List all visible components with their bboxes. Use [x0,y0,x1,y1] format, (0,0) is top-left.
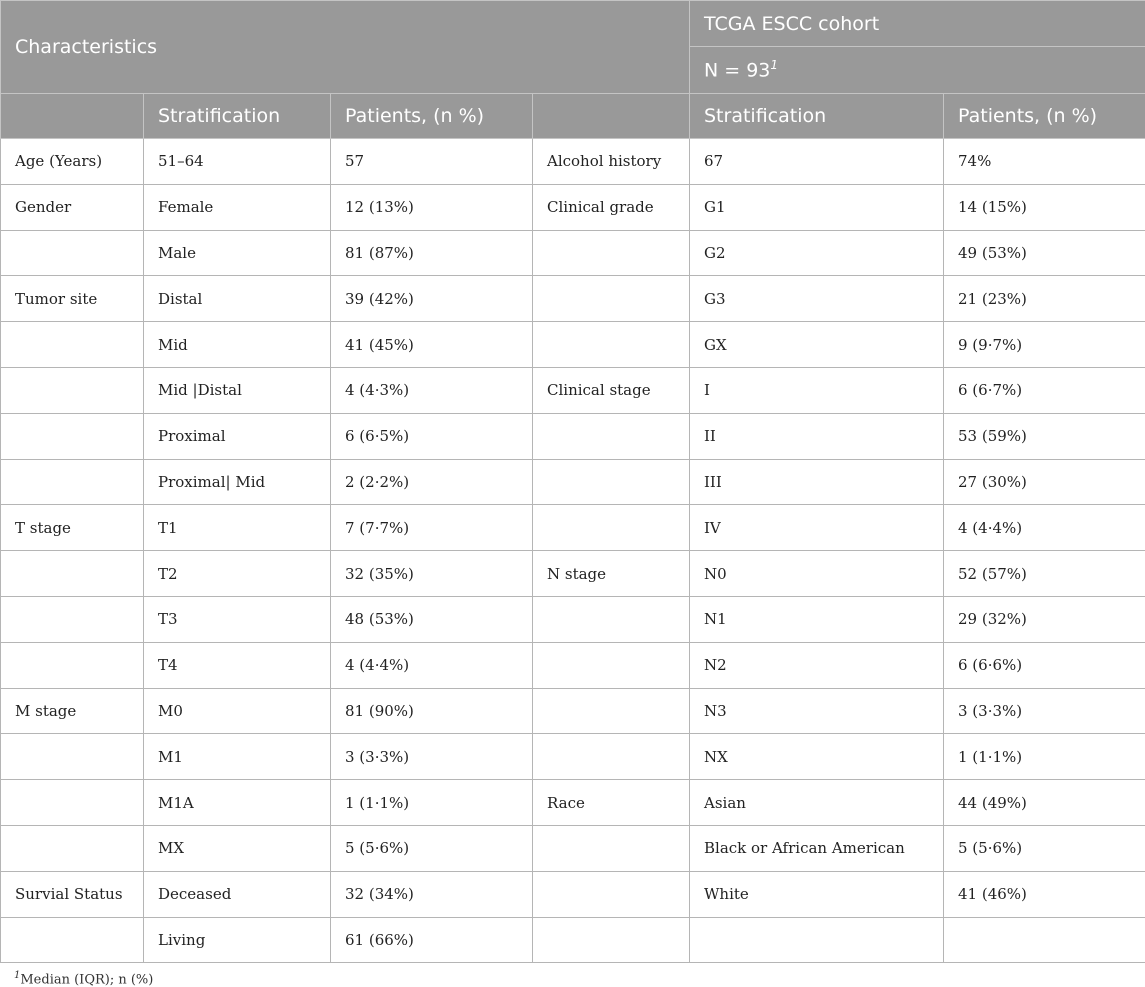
table-row [1,780,1145,826]
table-body [1,139,1145,963]
table-cell-c6: 27 (30%) [944,459,1145,505]
table-cell-c1 [1,734,144,780]
table-cell-c1 [1,230,144,276]
table-cell-c6: 9 (9·7%) [944,322,1145,368]
stratification-right-header: Stratification [690,94,944,139]
table-cell-c3: 32 (35%) [331,551,533,597]
table-cell-c1: Tumor site [1,276,144,322]
characteristics-header: Characteristics [1,1,690,94]
footnote-text: Median (IQR); n (%) [20,972,154,987]
table-cell-c4: Clinical grade [533,184,690,230]
table-cell-c1 [1,596,144,642]
table-cell-c5: White [690,871,944,917]
table-cell-c6: 52 (57%) [944,551,1145,597]
table-cell-c1 [1,825,144,871]
table-cell-c3: 2 (2·2%) [331,459,533,505]
table-cell-c2: T3 [144,596,331,642]
table-cell-c5: Asian [690,780,944,826]
table-cell-c2: M1A [144,780,331,826]
stratification-left-header: Stratification [144,94,331,139]
table-row [1,139,1145,185]
patients-left-header: Patients, (n %) [331,94,533,139]
table-cell-c3: 57 [331,139,533,185]
table-cell-c3: 81 (87%) [331,230,533,276]
table-cell-c2: M0 [144,688,331,734]
table-cell-c1 [1,917,144,963]
table-cell-c1 [1,367,144,413]
table-cell-c1: Age (Years) [1,139,144,185]
table-cell-c4 [533,230,690,276]
table-cell-c6: 49 (53%) [944,230,1145,276]
table-cell-c6 [944,917,1145,963]
table-cell-c5: N1 [690,596,944,642]
table-cell-c3: 41 (45%) [331,322,533,368]
table-cell-c2: Proximal [144,413,331,459]
footnote-mark: 1 [14,970,21,981]
header-row-top [1,1,1145,47]
table-cell-c5: I [690,367,944,413]
table-cell-c6: 44 (49%) [944,780,1145,826]
table-row [1,413,1145,459]
table-cell-c3: 61 (66%) [331,917,533,963]
table-cell-c6: 53 (59%) [944,413,1145,459]
table-cell-c1 [1,322,144,368]
table-cell-c2: T1 [144,505,331,551]
table-cell-c5: 67 [690,139,944,185]
table-cell-c6: 41 (46%) [944,871,1145,917]
table-row [1,734,1145,780]
table-cell-c2: Distal [144,276,331,322]
table-cell-c4 [533,505,690,551]
table-cell-c1 [1,551,144,597]
cohort-title-header: TCGA ESCC cohort [690,1,1145,47]
table-row [1,367,1145,413]
table-cell-c2: Female [144,184,331,230]
table-cell-c1: T stage [1,505,144,551]
table-cell-c4: Race [533,780,690,826]
table-cell-c2: Deceased [144,871,331,917]
table-cell-c3: 12 (13%) [331,184,533,230]
table-cell-c3: 4 (4·3%) [331,367,533,413]
table-row [1,505,1145,551]
table-cell-c4 [533,642,690,688]
table-cell-c1 [1,413,144,459]
table-row [1,184,1145,230]
header-blank-middle [533,94,690,139]
table-cell-c4: Clinical stage [533,367,690,413]
table-header [1,1,1145,139]
table-cell-c1: Survial Status [1,871,144,917]
table-cell-c3: 6 (6·5%) [331,413,533,459]
table-row [1,459,1145,505]
table-cell-c6: 6 (6·6%) [944,642,1145,688]
table-cell-c6: 14 (15%) [944,184,1145,230]
table-cell-c5 [690,917,944,963]
table-cell-c5: N2 [690,642,944,688]
table-cell-c2: T2 [144,551,331,597]
table-row [1,688,1145,734]
table-row [1,917,1145,963]
header-row-columns [1,94,1145,139]
table-cell-c2: Mid |Distal [144,367,331,413]
table-cell-c2: Proximal| Mid [144,459,331,505]
table-cell-c4 [533,276,690,322]
table-cell-c2: T4 [144,642,331,688]
table-cell-c3: 39 (42%) [331,276,533,322]
table-cell-c4 [533,459,690,505]
table-cell-c2: Male [144,230,331,276]
table-cell-c5: Black or African American [690,825,944,871]
header-blank-left [1,94,144,139]
table-cell-c4 [533,917,690,963]
table-cell-c6: 3 (3·3%) [944,688,1145,734]
table-cell-c3: 7 (7·7%) [331,505,533,551]
table-cell-c4 [533,734,690,780]
table-cell-c4 [533,688,690,734]
n-footnote-mark: 1 [770,58,779,73]
table-cell-c5: NX [690,734,944,780]
table-cell-c6: 74% [944,139,1145,185]
table-cell-c5: IV [690,505,944,551]
table-cell-c6: 6 (6·7%) [944,367,1145,413]
table-row [1,322,1145,368]
table-cell-c3: 1 (1·1%) [331,780,533,826]
table-cell-c3: 3 (3·3%) [331,734,533,780]
table-cell-c4 [533,871,690,917]
table-cell-c2: MX [144,825,331,871]
table-cell-c5: II [690,413,944,459]
table-cell-c5: G2 [690,230,944,276]
table-cell-c2: Mid [144,322,331,368]
table-cell-c5: N0 [690,551,944,597]
table-cell-c5: G1 [690,184,944,230]
table-cell-c2: M1 [144,734,331,780]
table-row [1,825,1145,871]
table-cell-c3: 81 (90%) [331,688,533,734]
table-cell-c5: III [690,459,944,505]
table-cell-c1: M stage [1,688,144,734]
table-cell-c5: GX [690,322,944,368]
table-cell-c5: G3 [690,276,944,322]
table-cell-c1 [1,642,144,688]
table-cell-c6: 1 (1·1%) [944,734,1145,780]
table-cell-c4 [533,413,690,459]
table-cell-c4 [533,596,690,642]
table-cell-c1 [1,459,144,505]
table-cell-c2: 51–64 [144,139,331,185]
table-row [1,551,1145,597]
table-cell-c3: 32 (34%) [331,871,533,917]
table-row [1,871,1145,917]
table-footnote [14,970,153,987]
table-cell-c6: 5 (5·6%) [944,825,1145,871]
patients-right-header: Patients, (n %) [944,94,1145,139]
table-cell-c1: Gender [1,184,144,230]
table-cell-c3: 4 (4·4%) [331,642,533,688]
table-cell-c3: 5 (5·6%) [331,825,533,871]
n-label: N = 93 [704,59,771,82]
table-cell-c6: 4 (4·4%) [944,505,1145,551]
table-row [1,642,1145,688]
table-cell-c1 [1,780,144,826]
table-cell-c4: N stage [533,551,690,597]
table-cell-c5: N3 [690,688,944,734]
table-row [1,276,1145,322]
table-cell-c6: 21 (23%) [944,276,1145,322]
table-cell-c4 [533,825,690,871]
table-cell-c4: Alcohol history [533,139,690,185]
table-cell-c6: 29 (32%) [944,596,1145,642]
table-row [1,596,1145,642]
table-cell-c4 [533,322,690,368]
n-header [690,47,1145,94]
table-cell-c3: 48 (53%) [331,596,533,642]
table-row [1,230,1145,276]
table-cell-c2: Living [144,917,331,963]
